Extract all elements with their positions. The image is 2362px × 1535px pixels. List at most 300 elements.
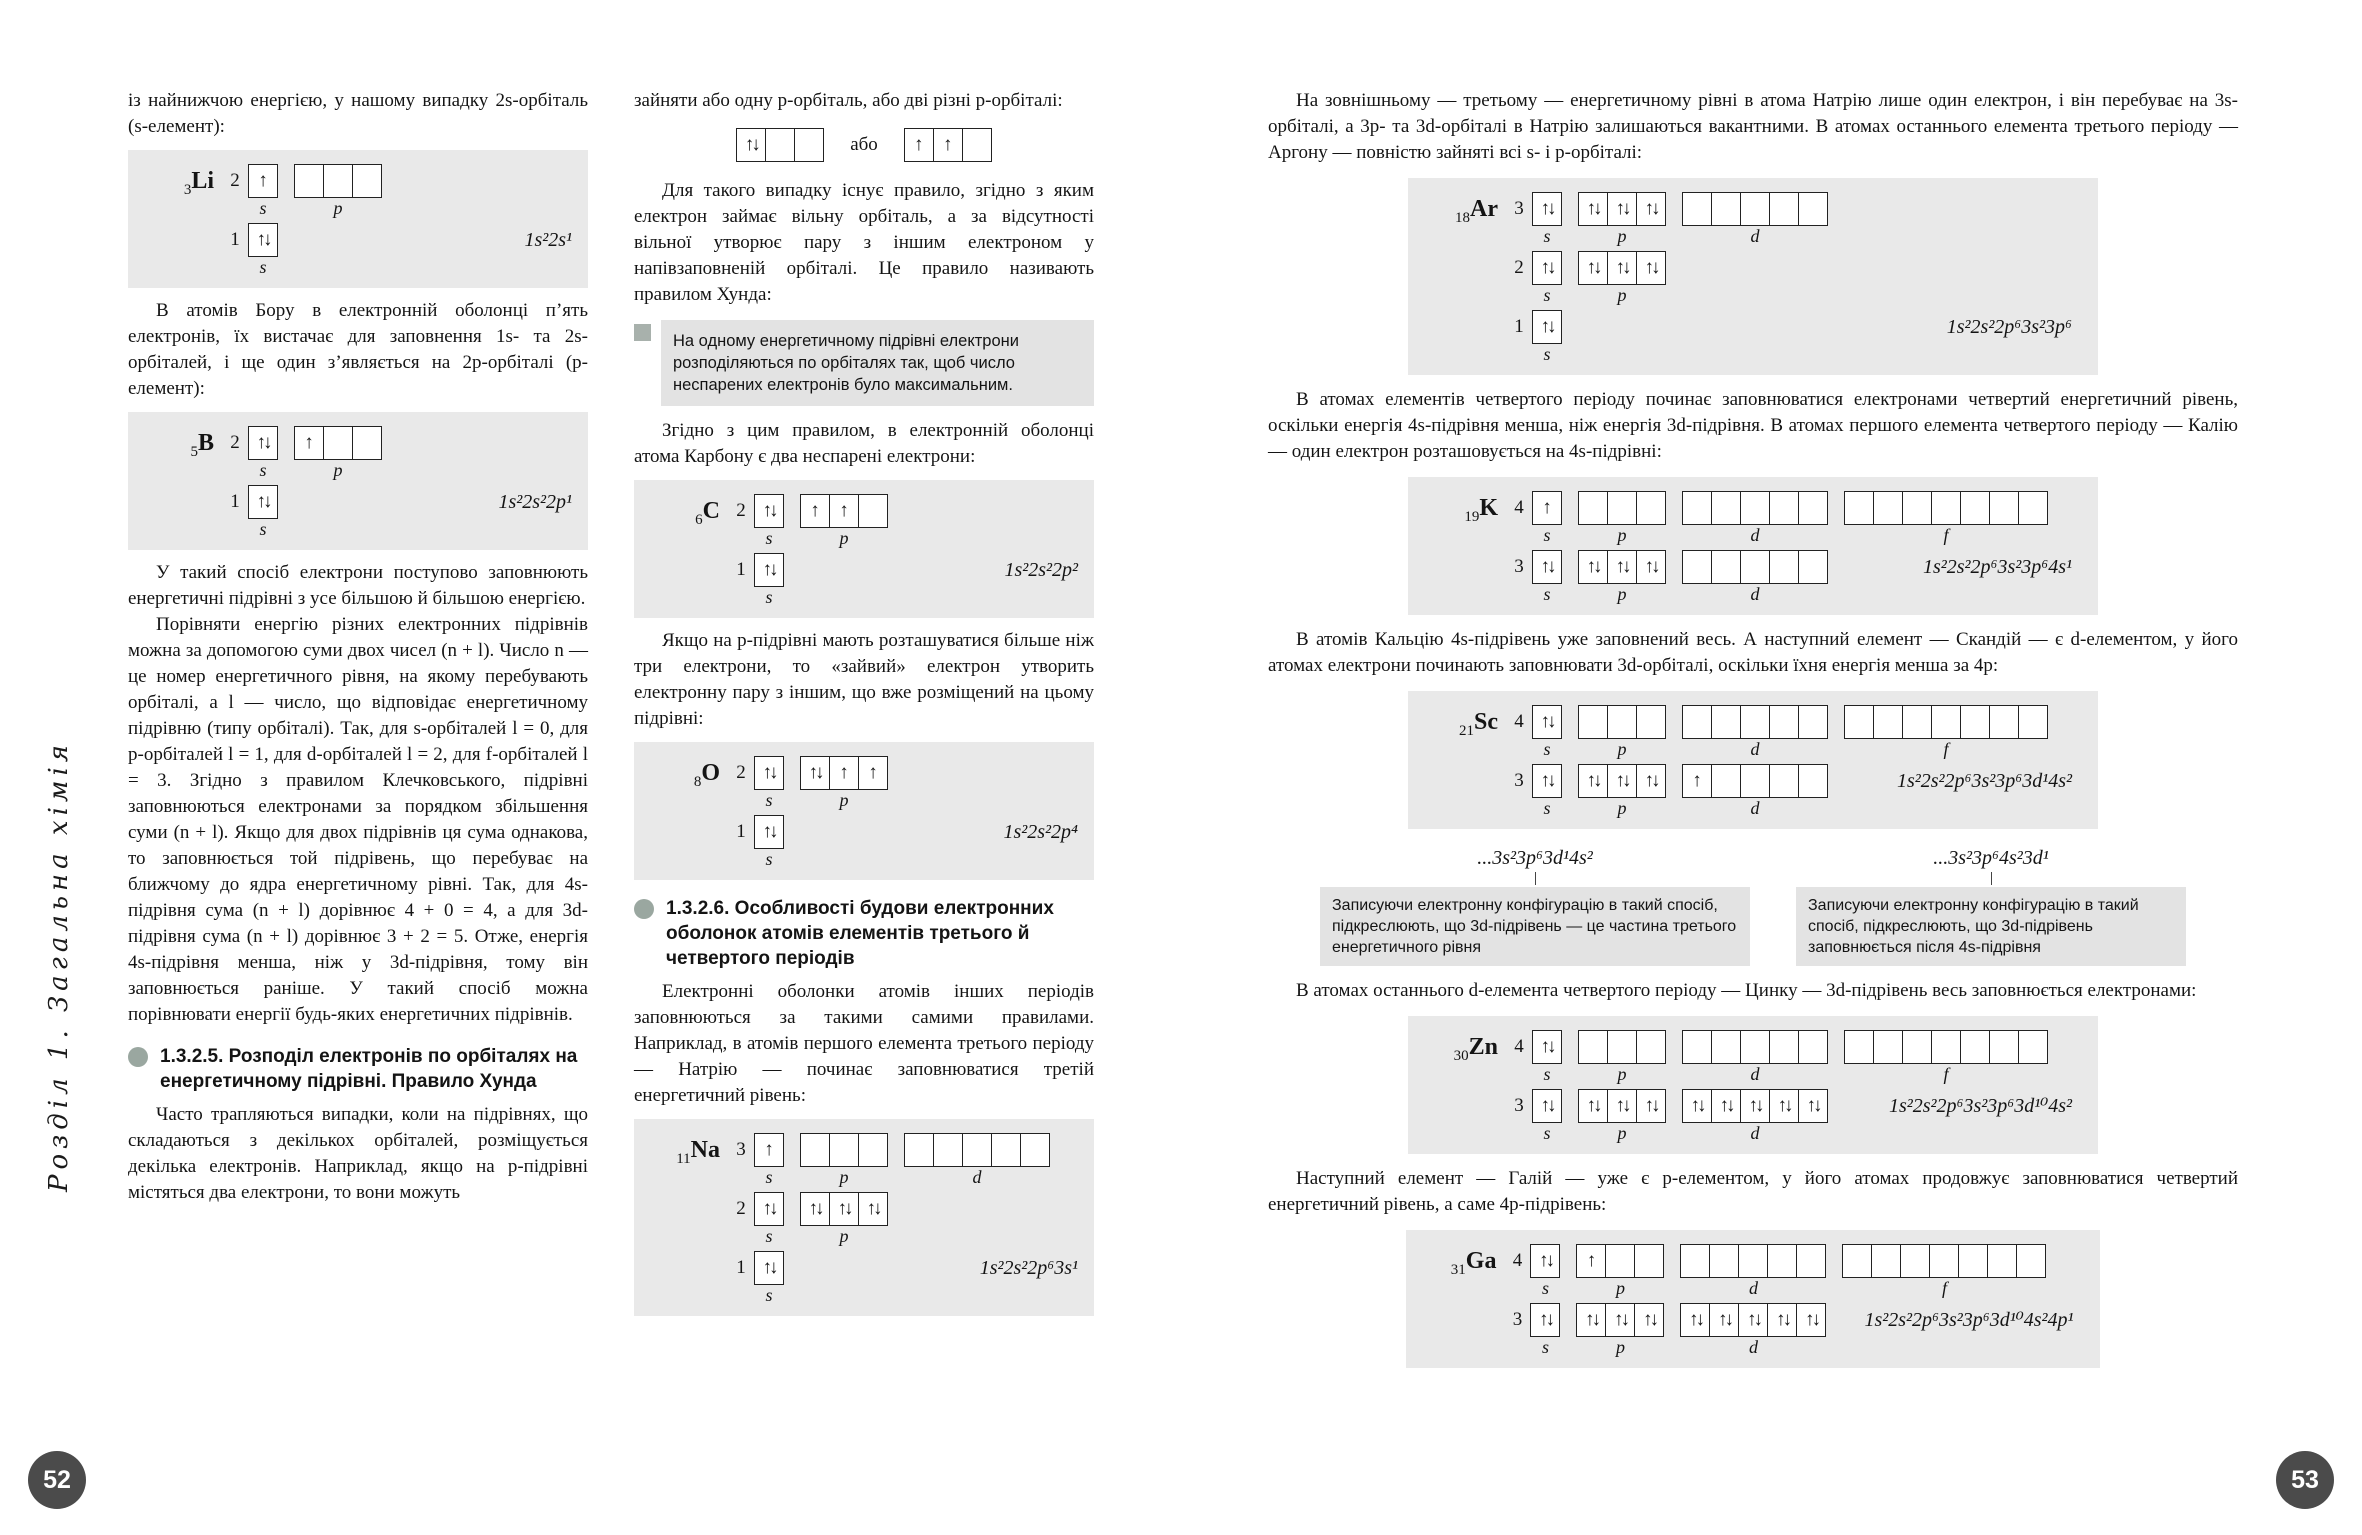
orbital-boxes	[1844, 491, 2048, 525]
orbital-group	[1578, 705, 1666, 760]
orbital-diagram-sodium	[634, 1119, 1094, 1316]
orbital-group	[1532, 705, 1562, 760]
notation-comparison	[1268, 845, 2238, 966]
orbital-box	[1873, 491, 1903, 525]
orbital-row	[1426, 1303, 2073, 1358]
chapter-sidebar-label: Розділ 1. Загальна хімія	[44, 740, 74, 1193]
orbital-box: ↑	[1576, 1244, 1606, 1278]
orbital-box	[1578, 1030, 1608, 1064]
orbital-box	[1769, 1030, 1799, 1064]
orbital-group	[754, 553, 784, 608]
orbital-box: ↑	[933, 128, 963, 162]
hund-rule-note	[634, 320, 1094, 406]
orbital-boxes	[1578, 192, 1666, 226]
orbital-group	[1532, 251, 1562, 306]
orbital-row	[1428, 310, 2072, 365]
orbital-box	[1680, 1244, 1710, 1278]
orbital-box	[1578, 705, 1608, 739]
paragraph: В атомів Кальцію 4s-підрівень уже заповнений весь. А наступний елемент — Скандій — є d-елементом, у його атомах електрони починають заповнювати 3d-орбіталі, оскільки їхня енергія менша за 4p:	[1268, 629, 2238, 676]
orbital-box	[1607, 1030, 1637, 1064]
orbital-boxes	[1530, 1244, 1560, 1278]
orbital-boxes	[1532, 251, 1562, 285]
orbital-box	[1902, 705, 1932, 739]
orbital-box: ↑↓	[1532, 705, 1562, 739]
orbital-group	[1842, 1244, 2046, 1299]
orbital-box	[1958, 1244, 1988, 1278]
orbital-box	[1740, 764, 1770, 798]
orbital-group	[1578, 1030, 1666, 1085]
orbital-box	[2018, 705, 2048, 739]
orbital-boxes	[800, 1133, 888, 1167]
orbital-row	[1428, 251, 2072, 306]
orbital-box	[1740, 192, 1770, 226]
orbital-group	[1530, 1244, 1560, 1299]
electron-configuration: 1s²2s²2p⁶3s²3p⁶3d¹⁰4s²	[1888, 1095, 2072, 1117]
orbital-box: ↑↓	[736, 128, 766, 162]
orbital-row	[1428, 192, 2072, 247]
column-1	[128, 88, 588, 1326]
orbital-group	[1844, 705, 2048, 760]
orbital-row	[144, 164, 572, 219]
orbital-box	[800, 1133, 830, 1167]
energy-level-number: 1	[736, 821, 746, 842]
orbital-box	[1769, 550, 1799, 584]
sublevel-label: p	[1617, 525, 1627, 545]
energy-level-number: 3	[736, 1139, 746, 1160]
orbital-box	[1711, 550, 1741, 584]
electron-configuration: 1s²2s²2p⁶3s¹	[979, 1257, 1078, 1279]
orbital-row	[144, 485, 572, 540]
orbital-group	[1682, 491, 1828, 546]
sublevel-label: s	[1543, 1064, 1551, 1084]
orbital-box	[1960, 705, 1990, 739]
orbital-group	[248, 485, 278, 540]
orbital-box: ↑↓	[800, 1192, 830, 1226]
orbital-group	[294, 164, 382, 219]
orbital-box	[1798, 550, 1828, 584]
sublevel-label: p	[1617, 739, 1627, 759]
orbital-boxes	[800, 494, 888, 528]
paragraph: Електронні оболонки атомів інших періодів заповнюються за такими самими правилами. Наприклад, в атомів першого елемента третього періоду — Натрію — починає заповнюватися третій енергетичний рівень:	[634, 981, 1094, 1106]
element-symbol: $_{11}$Na	[676, 1137, 720, 1167]
orbital-row	[650, 1251, 1078, 1306]
sublevel-label: p	[1615, 1278, 1625, 1298]
sublevel-label: d	[1750, 798, 1760, 818]
orbital-box: ↑↓	[754, 1251, 784, 1285]
orbital-box	[2018, 491, 2048, 525]
electron-configuration: 1s²2s²2p¹	[498, 491, 572, 513]
config-text: ...3s²3p⁶3d¹4s²	[1477, 847, 1593, 869]
orbital-row	[1426, 1244, 2073, 1299]
orbital-box: ↑↓	[1767, 1303, 1797, 1337]
page-52	[0, 0, 1150, 1535]
orbital-group	[1532, 1089, 1562, 1144]
paragraph: Якщо на p-підрівні мають розташуватися більше ніж три електрони, то «зайвий» електрон утворить електронну пару з іншим, що вже розміщений на цьому підрівні:	[634, 630, 1094, 729]
orbital-boxes	[1532, 192, 1562, 226]
orbital-boxes	[754, 494, 784, 528]
orbital-diagram-carbon	[634, 480, 1094, 618]
orbital-row	[1428, 491, 2072, 546]
orbital-boxes	[248, 164, 278, 198]
orbital-group	[248, 426, 278, 481]
orbital-box: ↑	[1682, 764, 1712, 798]
orbital-group	[754, 1192, 784, 1247]
orbital-box: ↑↓	[248, 485, 278, 519]
orbital-box	[1769, 491, 1799, 525]
orbital-box	[1873, 1030, 1903, 1064]
orbital-box: ↑↓	[1532, 550, 1562, 584]
orbital-box: ↑↓	[248, 223, 278, 257]
sublevel-label: s	[765, 1285, 773, 1305]
orbital-box: ↑↓	[1532, 251, 1562, 285]
orbital-box	[991, 1133, 1021, 1167]
energy-level-number: 4	[1512, 1250, 1523, 1271]
orbital-box: ↑↓	[858, 1192, 888, 1226]
orbital-group	[800, 494, 888, 549]
orbital-box: ↑	[858, 756, 888, 790]
paragraph: Для такого випадку існує правило, згідно з яким електрон займає вільну орбіталь, а за відсутності вільної утворює пару з іншим електроном у напівзаповненій орбіталі. Це правило називають правилом Хунда:	[634, 180, 1094, 305]
orbital-group	[248, 164, 278, 219]
orbital-box	[1607, 491, 1637, 525]
orbital-box	[1960, 1030, 1990, 1064]
section-bullet-icon	[128, 1047, 148, 1067]
orbital-group	[1578, 764, 1666, 819]
orbital-box	[1989, 491, 2019, 525]
energy-level-number: 2	[230, 170, 240, 191]
paragraph: В атомах останнього d-елемента четвертого періоду — Цинку — 3d-підрівень весь заповнюється електронами:	[1296, 980, 2197, 1001]
orbital-group	[1578, 192, 1666, 247]
orbital-box: ↑↓	[754, 553, 784, 587]
element-symbol: $_{30}$Zn	[1453, 1034, 1498, 1064]
sublevel-label: s	[765, 790, 773, 810]
orbital-box	[1711, 1030, 1741, 1064]
atomic-number: 11	[676, 1150, 691, 1167]
orbital-box: ↑↓	[829, 1192, 859, 1226]
orbital-box	[1682, 192, 1712, 226]
orbital-box	[1636, 705, 1666, 739]
paragraph: На зовнішньому — третьому — енергетичному рівні в атома Натрію лише один електрон, і він перебуває на 3s-орбіталі, а 3p- та 3d-орбіталі в Натрію залишаються вакантними. В атомах останнього елемента третього періоду — Аргону — повністю зайняті всі s- і p-орбіталі:	[1268, 90, 2238, 163]
orbital-box	[1842, 1244, 1872, 1278]
orbital-boxes	[800, 756, 888, 790]
orbital-boxes	[736, 128, 824, 162]
orbital-boxes	[248, 426, 278, 460]
orbital-boxes	[754, 1133, 784, 1167]
orbital-box: ↑↓	[1578, 251, 1608, 285]
orbital-box: ↑↓	[1636, 550, 1666, 584]
orbital-box	[904, 1133, 934, 1167]
orbital-box	[1682, 1030, 1712, 1064]
orbital-boxes	[1578, 705, 1666, 739]
orbital-box	[1798, 192, 1828, 226]
orbital-boxes	[1578, 764, 1666, 798]
sublevel-label: d	[972, 1167, 982, 1187]
orbital-row	[650, 553, 1078, 608]
energy-level-number: 2	[1514, 257, 1524, 278]
orbital-box: ↑↓	[1532, 310, 1562, 344]
paragraph: зайняти або одну p-орбіталь, або дві різні p-орбіталі:	[634, 90, 1063, 111]
element-symbol: $_8$O	[693, 760, 720, 790]
electron-configuration: 1s²2s¹	[524, 229, 572, 251]
orbital-boxes	[1578, 550, 1666, 584]
orbital-group	[754, 494, 784, 549]
orbital-boxes	[1682, 1089, 1828, 1123]
sublevel-label: f	[1941, 1278, 1947, 1298]
atomic-number: 8	[693, 773, 702, 790]
orbital-box: ↑	[800, 494, 830, 528]
orbital-box: ↑	[754, 1133, 784, 1167]
sublevel-label: s	[1543, 798, 1551, 818]
orbital-box	[1769, 705, 1799, 739]
energy-level-number: 1	[230, 229, 240, 250]
orbital-box: ↑	[248, 164, 278, 198]
energy-level-number: 4	[1514, 497, 1524, 518]
orbital-boxes	[1682, 491, 1828, 525]
sublevel-label: p	[1617, 1123, 1627, 1143]
sublevel-label: s	[1541, 1337, 1549, 1357]
orbital-box	[962, 1133, 992, 1167]
orbital-box: ↑	[829, 494, 859, 528]
orbital-boxes	[294, 164, 382, 198]
orbital-box: ↑↓	[1532, 1030, 1562, 1064]
orbital-box: ↑↓	[1607, 1089, 1637, 1123]
orbital-box: ↑↓	[1576, 1303, 1606, 1337]
orbital-diagram-boron	[128, 412, 588, 550]
orbital-boxes	[1532, 764, 1562, 798]
orbital-box: ↑↓	[754, 756, 784, 790]
section-heading-text: 1.3.2.6. Особливості будови електронних оболонок атомів елементів третього й четвертого періодів	[666, 898, 1054, 969]
orbital-box	[352, 164, 382, 198]
orbital-box: ↑↓	[1738, 1303, 1768, 1337]
orbital-box	[1682, 550, 1712, 584]
orbital-box	[1711, 705, 1741, 739]
sublevel-label: p	[1617, 584, 1627, 604]
orbital-box	[1798, 705, 1828, 739]
orbital-box	[933, 1133, 963, 1167]
sublevel-label: p	[839, 1226, 849, 1246]
energy-level-number: 2	[736, 762, 746, 783]
element-symbol: $_{31}$Ga	[1450, 1248, 1497, 1278]
sublevel-label: p	[1617, 285, 1627, 305]
orbital-boxes	[904, 128, 992, 162]
orbital-boxes	[1530, 1303, 1560, 1337]
orbital-box	[323, 426, 353, 460]
orbital-boxes	[1682, 705, 1828, 739]
orbital-group	[1576, 1303, 1664, 1358]
orbital-boxes	[1842, 1244, 2046, 1278]
sublevel-label: s	[765, 1167, 773, 1187]
paragraph: Згідно з цим правилом, в електронній оболонці атома Карбону є два неспарені електрони:	[634, 420, 1094, 467]
orbital-box: ↑↓	[1530, 1244, 1560, 1278]
element-symbol: $_6$C	[695, 498, 720, 528]
orbital-box: ↑↓	[1769, 1089, 1799, 1123]
orbital-box	[1989, 1030, 2019, 1064]
orbital-group	[904, 1133, 1050, 1188]
atomic-number: 18	[1455, 209, 1471, 226]
atomic-number: 21	[1459, 722, 1474, 739]
orbital-box	[1738, 1244, 1768, 1278]
orbital-row	[650, 494, 1078, 549]
orbital-box	[1929, 1244, 1959, 1278]
orbital-box	[1844, 1030, 1874, 1064]
atomic-number: 19	[1464, 508, 1480, 525]
sublevel-label: s	[1543, 285, 1551, 305]
orbital-group	[800, 1192, 888, 1247]
orbital-box: ↑↓	[800, 756, 830, 790]
orbital-group	[1578, 491, 1666, 546]
orbital-box: ↑	[829, 756, 859, 790]
atomic-number: 6	[695, 511, 703, 528]
orbital-group	[1532, 1030, 1562, 1085]
paragraph: В атомів Бору в електронній оболонці п’ять електронів, їх вистачає для заповнення 1s- та 2s-орбіталей, і ще один з’являється на 2p-орбіталі (p-елемент):	[128, 300, 588, 399]
orbital-group	[1682, 192, 1828, 247]
orbital-boxes	[754, 1251, 784, 1285]
orbital-box	[2016, 1244, 2046, 1278]
orbital-box	[294, 164, 324, 198]
paragraph: Порівняти енергію різних електронних підрівнів можна за допомогою суми двох чисел (n + l). Число n — це номер енергетичного рівня, на якому перебувають орбіталі, а l — число, що відповідає енергетичному підрівню (типу орбіталі). Так, для s-орбіталей l = 0, для p-орбіталей l = 1, для d-орбіталей l = 2, для f-орбіталей l = 3. Згідно з правилом Клечковського, підрівні заповнюються електронами за порядком збільшення суми (n + l). Якщо для двох підрівнів ця сума однакова, то заповнюється той підрівень, що перебуває на ближчому до ядра енергетичному рівні. Так, для 4s-підрівня сума (n + l) дорівнює 4 + 0 = 4, а для 3d-підрівня сума (n + l) дорівнює 3 + 2 = 5. Отже, енергія 4s-підрівня менша, ніж у 3d-підрівня, тому він заповнюється раніше. У такий спосіб можна порівнювати енергії будь-яких енергетичних підрівнів.	[128, 614, 588, 1025]
energy-level-number: 3	[1512, 1309, 1523, 1330]
orbital-row	[1428, 1030, 2072, 1085]
orbital-box: ↑	[1532, 491, 1562, 525]
orbital-box: ↑↓	[754, 494, 784, 528]
orbital-boxes	[1576, 1303, 1664, 1337]
sublevel-label: f	[1943, 525, 1949, 545]
sublevel-label: d	[1750, 1064, 1760, 1084]
sublevel-label: s	[1543, 226, 1551, 246]
sublevel-label: s	[1543, 1123, 1551, 1143]
orbital-group	[1682, 764, 1828, 819]
note-text: Записуючи електронну конфігурацію в такий спосіб, підкреслюють, що 3d-підрівень — це частина третього енергетичного рівня	[1320, 887, 1750, 966]
orbital-box	[1902, 1030, 1932, 1064]
orbital-group	[1682, 1030, 1828, 1085]
sublevel-label: s	[765, 849, 773, 869]
orbital-boxes	[1682, 1030, 1828, 1064]
left-page-columns	[128, 88, 1094, 1326]
orbital-group	[800, 756, 888, 811]
orbital-box	[1769, 192, 1799, 226]
sublevel-label: d	[1748, 1278, 1758, 1298]
orbital-boxes	[294, 426, 382, 460]
orbital-box: ↑↓	[1740, 1089, 1770, 1123]
orbital-box: ↑↓	[1796, 1303, 1826, 1337]
orbital-boxes	[1578, 1089, 1666, 1123]
orbital-box	[1636, 1030, 1666, 1064]
element-symbol: $_{18}$Ar	[1455, 196, 1498, 226]
electron-configuration: 1s²2s²2p⁶3s²3p⁶	[1946, 316, 2072, 338]
connector-line	[1991, 872, 1992, 885]
sublevel-label: p	[839, 528, 849, 548]
orbital-box: ↑↓	[1798, 1089, 1828, 1123]
section-heading-1-3-2-5	[128, 1044, 588, 1094]
orbital-box	[1931, 491, 1961, 525]
orbital-box: ↑↓	[1578, 764, 1608, 798]
orbital-row	[144, 426, 572, 481]
energy-level-number: 1	[230, 491, 240, 512]
orbital-box: ↑↓	[1532, 764, 1562, 798]
sublevel-label: p	[333, 460, 343, 480]
orbital-box	[1931, 1030, 1961, 1064]
orbital-box	[829, 1133, 859, 1167]
sublevel-label: s	[765, 587, 773, 607]
orbital-box	[1020, 1133, 1050, 1167]
orbital-box	[1607, 705, 1637, 739]
atomic-number: 31	[1450, 1261, 1466, 1278]
paragraph: В атомах елементів четвертого періоду починає заповнюватися електронами четвертий енергетичний рівень, оскільки енергія 4s-підрівня менша, ніж енергія 3d-підрівня. В атомах першого елемента четвертого періоду — Калію — один електрон розташовується на 4s-підрівні:	[1268, 389, 2238, 462]
sublevel-label: s	[259, 519, 267, 539]
orbital-box: ↑↓	[1607, 550, 1637, 584]
page-number-right: 53	[2276, 1451, 2334, 1509]
orbital-diagram-lithium	[128, 150, 588, 288]
sublevel-label: s	[765, 1226, 773, 1246]
orbital-group	[1844, 491, 2048, 546]
orbital-group	[1532, 192, 1562, 247]
orbital-boxes	[754, 553, 784, 587]
connector-line	[1535, 872, 1536, 885]
orbital-boxes	[1532, 310, 1562, 344]
energy-level-number: 2	[736, 1198, 746, 1219]
orbital-box	[1769, 764, 1799, 798]
orbital-box: ↑↓	[754, 1192, 784, 1226]
orbital-boxes	[754, 1192, 784, 1226]
section-heading-1-3-2-6	[634, 896, 1094, 971]
orbital-box: ↑↓	[1634, 1303, 1664, 1337]
orbital-box	[1711, 192, 1741, 226]
orbital-box	[1740, 1030, 1770, 1064]
orbital-box: ↑↓	[1711, 1089, 1741, 1123]
orbital-group	[1682, 1089, 1828, 1144]
orbital-box	[1871, 1244, 1901, 1278]
orbital-box: ↑	[294, 426, 324, 460]
orbital-group	[1682, 705, 1828, 760]
sublevel-label: d	[1748, 1337, 1758, 1357]
orbital-boxes	[1682, 764, 1828, 798]
orbital-row	[650, 1192, 1078, 1247]
energy-level-number: 2	[230, 432, 240, 453]
electron-configuration: 1s²2s²2p⁶3s²3p⁶3d¹4s²	[1896, 770, 2072, 792]
orbital-group	[754, 756, 784, 811]
orbital-box	[2018, 1030, 2048, 1064]
orbital-box: ↑↓	[754, 815, 784, 849]
orbital-box	[858, 1133, 888, 1167]
orbital-group	[1682, 550, 1828, 605]
sublevel-label: p	[1617, 1064, 1627, 1084]
sublevel-label: s	[765, 528, 773, 548]
orbital-row	[1428, 1089, 2072, 1144]
orbital-box	[1900, 1244, 1930, 1278]
orbital-box	[1578, 491, 1608, 525]
energy-level-number: 1	[736, 1257, 746, 1278]
paragraph: Наступний елемент — Галій — уже є p-елементом, у його атомах продовжує заповнюватися четвертий енергетичний рівень, а саме 4p-підрівень:	[1268, 1168, 2238, 1215]
sublevel-label: p	[1615, 1337, 1625, 1357]
energy-level-number: 1	[1514, 316, 1524, 337]
orbital-box	[1740, 550, 1770, 584]
sublevel-label: d	[1750, 584, 1760, 604]
orbital-diagram-gallium	[1406, 1230, 2099, 1368]
element-symbol: $_{19}$K	[1464, 495, 1498, 525]
orbital-group	[1680, 1303, 1826, 1358]
orbital-box: ↑↓	[1636, 251, 1666, 285]
sublevel-label: s	[259, 460, 267, 480]
orbital-boxes	[1682, 550, 1828, 584]
orbital-boxes	[1532, 550, 1562, 584]
orbital-box	[794, 128, 824, 162]
orbital-boxes	[1844, 1030, 2048, 1064]
orbital-boxes	[248, 485, 278, 519]
orbital-box	[1798, 764, 1828, 798]
sublevel-label: s	[259, 257, 267, 277]
orbital-group	[754, 1251, 784, 1306]
notation-note-1	[1320, 845, 1750, 966]
orbital-box: ↑↓	[1532, 1089, 1562, 1123]
